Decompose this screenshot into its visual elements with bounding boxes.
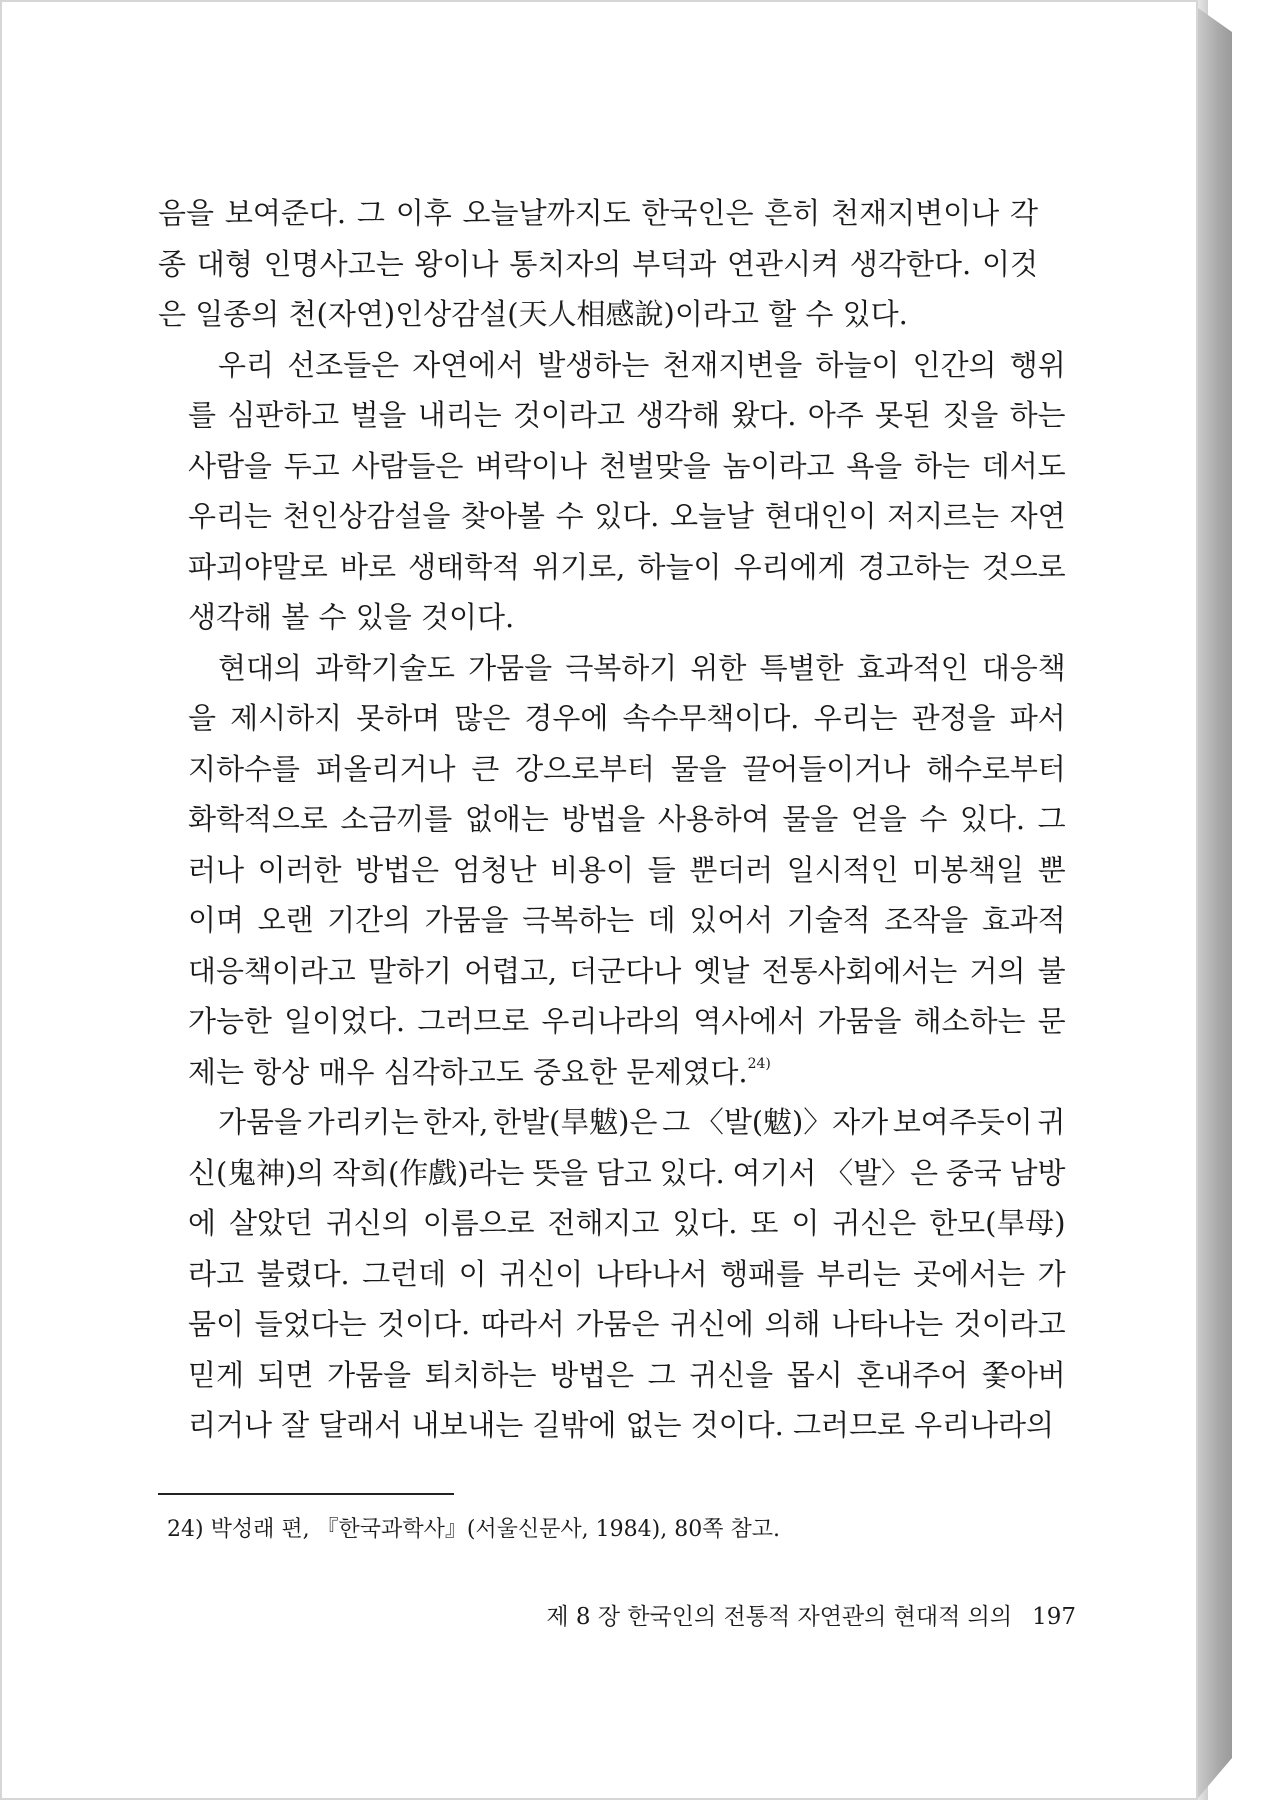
paragraph: [158, 1097, 1066, 1451]
text-line: 러나 이러한 방법은 엄청난 비용이 들 뿐더러 일시적인 미봉책일 뿐: [188, 852, 1066, 887]
text-line: 음을 보여준다. 그 이후 오늘날까지도 한국인은 흔히 천재지변이나 각: [158, 196, 1038, 230]
page-edge-shadow: [1198, 8, 1232, 1798]
text-line: 을 제시하지 못하며 많은 경우에 속수무책이다. 우리는 관정을 파서: [188, 701, 1066, 735]
footnote-rule: [158, 1493, 454, 1495]
text-line: 를 심판하고 벌을 내리는 것이라고 생각해 왔다. 아주 못된 짓을 하는: [188, 398, 1066, 432]
text-line: 믿게 되면 가뭄을 퇴치하는 방법은 그 귀신을 몹시 혼내주어 쫓아버: [188, 1357, 1066, 1392]
text-line: 가능한 일이었다. 그러므로 우리나라의 역사에서 가뭄을 해소하는 문: [188, 1004, 1066, 1038]
body-text: [158, 188, 1066, 1451]
text-line: 우리 선조들은 자연에서 발생하는 천재지변을 하늘이 인간의 행위: [218, 347, 1066, 382]
text-line: 지하수를 퍼올리거나 큰 강으로부터 물을 끌어들이거나 해수로부터: [188, 751, 1066, 786]
text-line: 대응책이라고 말하기 어렵고, 더군다나 옛날 전통사회에서는 거의 불: [188, 953, 1066, 988]
text-line: 리거나 잘 달래서 내보내는 길밖에 없는 것이다. 그러므로 우리나라의: [188, 1408, 1054, 1442]
paragraph: [158, 643, 1066, 1098]
footnote: 24) 박성래 편, 『한국과학사』(서울신문사, 1984), 80쪽 참고.: [167, 1517, 780, 1542]
text-line: 화학적으로 소금끼를 없애는 방법을 사용하여 물을 얻을 수 있다. 그: [188, 802, 1066, 836]
text-line: 제는 항상 매우 심각하고도 중요한 문제였다.$^{24)}$: [188, 1054, 771, 1089]
text-line: 우리는 천인상감설을 찾아볼 수 있다. 오늘날 현대인이 저지르는 자연: [188, 499, 1066, 533]
paragraph: [158, 340, 1066, 643]
chapter-title: 제 8 장 한국인의 전통적 자연관의 현대적 의의: [546, 1604, 1013, 1630]
text-line: 은 일종의 천(자연)인상감설(天人相感說)이라고 할 수 있다.: [158, 297, 908, 331]
text-line: 종 대형 인명사고는 왕이나 통치자의 부덕과 연관시켜 생각한다. 이것: [158, 246, 1038, 281]
running-footer: [546, 1598, 1076, 1631]
text-line: 에 살았던 귀신의 이름으로 전해지고 있다. 또 이 귀신은 한모(旱母): [188, 1206, 1066, 1240]
text-line: 뭄이 들었다는 것이다. 따라서 가뭄은 귀신에 의해 나타나는 것이라고: [188, 1307, 1066, 1341]
text-line: 신(鬼神)의 작희(作戲)라는 뜻을 담고 있다. 여기서 〈발〉은 중국 남방: [188, 1155, 1066, 1190]
text-line: 생각해 볼 수 있을 것이다.: [188, 600, 515, 634]
text-line: 이며 오랜 기간의 가뭄을 극복하는 데 있어서 기술적 조작을 효과적: [188, 903, 1066, 937]
paragraph: [158, 188, 1038, 340]
footnote-reference[interactable]: 24): [747, 1055, 771, 1072]
text-line: 가뭄을 가리키는 한자, 한발(旱魃)은 그 〈발(魃)〉자가 보여주듯이 귀: [218, 1105, 1066, 1139]
text-line: 파괴야말로 바로 생태학적 위기로, 하늘이 우리에게 경고하는 것으로: [188, 549, 1066, 584]
page-number: 197: [1032, 1604, 1076, 1630]
text-line: 현대의 과학기술도 가뭄을 극복하기 위한 특별한 효과적인 대응책: [218, 650, 1066, 685]
text-line: 라고 불렸다. 그런데 이 귀신이 나타나서 행패를 부리는 곳에서는 가: [188, 1256, 1066, 1291]
text-line: 사람을 두고 사람들은 벼락이나 천벌맞을 놈이라고 욕을 하는 데서도: [188, 448, 1066, 483]
